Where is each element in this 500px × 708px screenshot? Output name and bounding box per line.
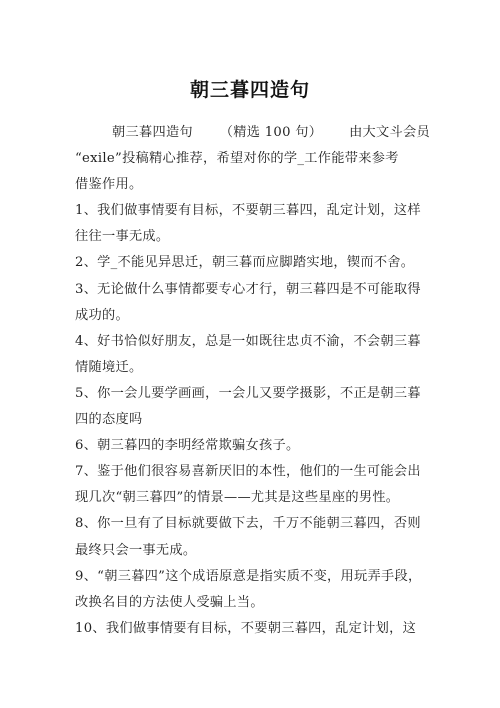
intro-line-3: 借鉴作用。 bbox=[75, 177, 143, 193]
text-line: 情随境迁。 bbox=[75, 359, 143, 375]
intro-title-ref: 朝三暮四造句 bbox=[112, 125, 193, 140]
intro-line-2: “exile”投稿精心推荐，希望对你的学_工作能带来参考 bbox=[75, 151, 399, 167]
text-line: 四的态度吗 bbox=[75, 412, 143, 428]
text-line: 5、你一会儿要学画画，一会儿又要学摄影，不正是朝三暮 bbox=[75, 385, 421, 401]
text-line: 10、我们做事情要有目标，不要朝三暮四，乱定计划，这 bbox=[75, 620, 417, 636]
text-line: 现几次“朝三暮四”的情景——尤其是这些星座的男性。 bbox=[75, 490, 400, 506]
text-line: 7、鉴于他们很容易喜新厌旧的本性，他们的一生可能会出 bbox=[75, 464, 421, 480]
text-line: 4、好书恰似好朋友，总是一如既往忠贞不渝，不会朝三暮 bbox=[75, 333, 421, 349]
intro-source: 由大文斗会员 bbox=[349, 125, 430, 140]
text-line: 6、朝三暮四的李明经常欺骗女孩子。 bbox=[75, 438, 300, 454]
intro-line-1 bbox=[75, 120, 430, 146]
text-line: 改换名目的方法使人受骗上当。 bbox=[75, 594, 264, 610]
text-line: 1、我们做事情要有目标，不要朝三暮四，乱定计划，这样 bbox=[75, 203, 421, 219]
text-line: 往往一事无成。 bbox=[75, 229, 170, 245]
text-line: 最终只会一事无成。 bbox=[75, 542, 197, 558]
text-line: 2、学_不能见异思迁，朝三暮而应脚踏实地，锲而不舍。 bbox=[75, 255, 415, 271]
text-line: 8、你一旦有了目标就要做下去，千万不能朝三暮四，否则 bbox=[75, 516, 421, 532]
text-line: 成功的。 bbox=[75, 307, 129, 323]
text-line: 9、“朝三暮四”这个成语原意是指实质不变，用玩弄手段， bbox=[75, 568, 422, 584]
document-title: 朝三暮四造句 bbox=[189, 79, 310, 101]
document-body bbox=[75, 120, 430, 642]
text-line: 3、无论做什么事情都要专心才行，朝三暮四是不可能取得 bbox=[75, 281, 421, 297]
intro-count: （精选 100 句） bbox=[219, 125, 323, 140]
